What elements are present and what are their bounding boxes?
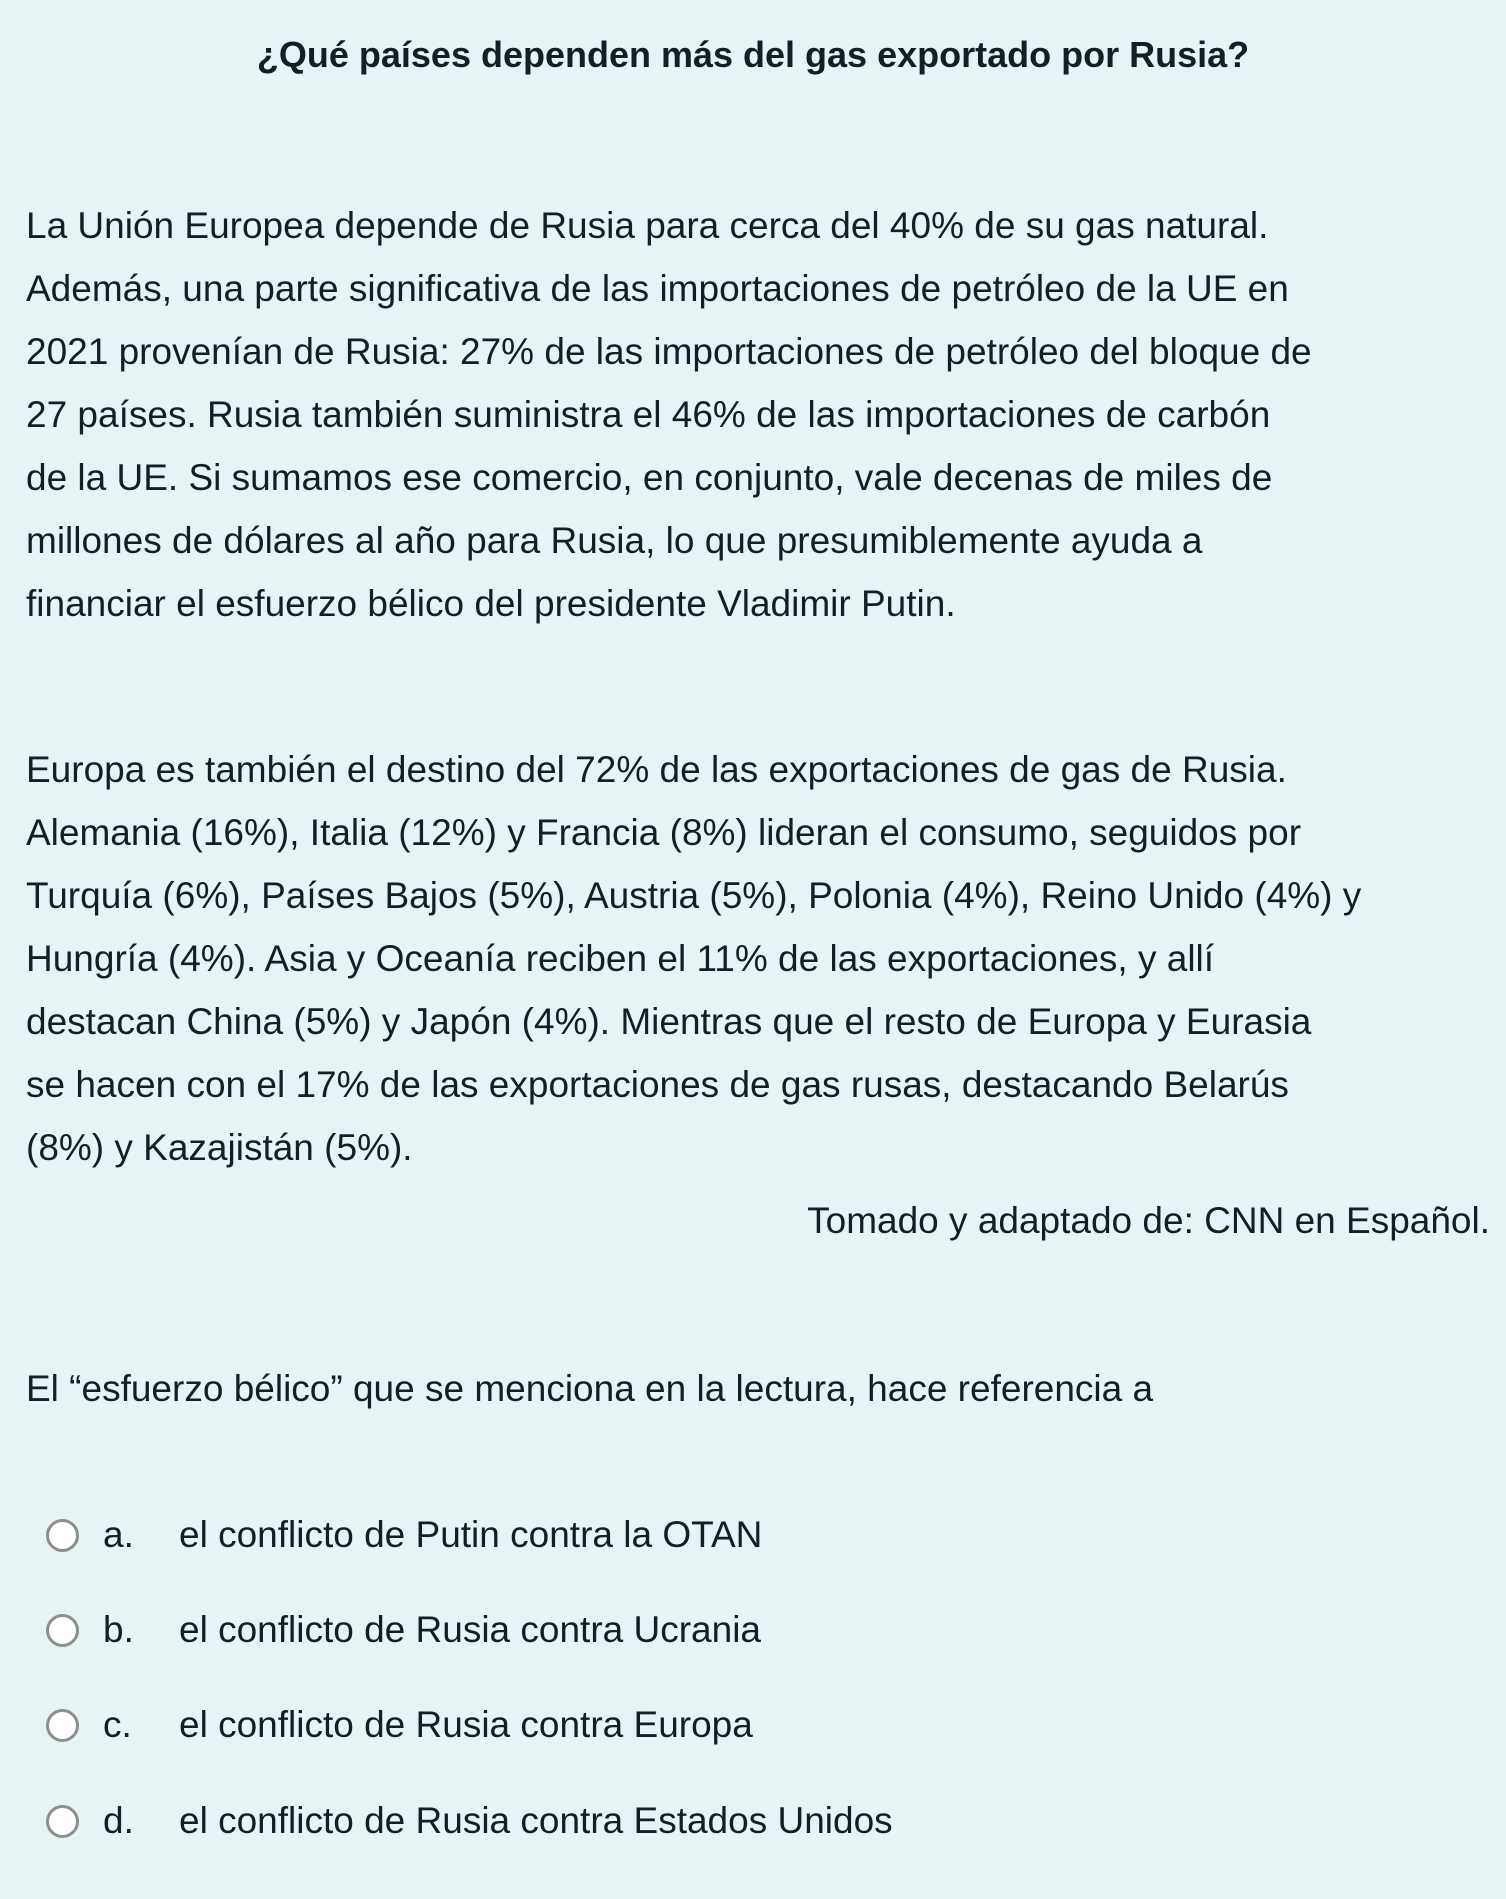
option-letter: a. xyxy=(103,1514,134,1555)
option-letter: d. xyxy=(103,1800,134,1841)
source-citation: Tomado y adaptado de: CNN en Español. xyxy=(807,1200,1490,1241)
text-line: financiar el esfuerzo bélico del presidente Vladimir Putin. xyxy=(26,583,956,624)
text-line: Alemania (16%), Italia (12%) y Francia (8%) lideran el consumo, seguidos por xyxy=(26,812,1302,853)
option-a[interactable] xyxy=(46,1510,762,1560)
text-line: La Unión Europea depende de Rusia para cerca del 40% de su gas natural. xyxy=(26,205,1269,246)
text-line: Europa es también el destino del 72% de las exportaciones de gas de Rusia. xyxy=(26,749,1287,790)
paragraph-1 xyxy=(26,194,1496,635)
option-c[interactable] xyxy=(46,1700,753,1750)
question-text: El “esfuerzo bélico” que se menciona en la lectura, hace referencia a xyxy=(26,1368,1154,1409)
text-line: Hungría (4%). Asia y Oceanía reciben el 11% de las exportaciones, y allí xyxy=(26,938,1215,979)
radio-button[interactable] xyxy=(46,1519,79,1552)
reading-title: ¿Qué países dependen más del gas exportado por Rusia? xyxy=(256,34,1250,75)
text-line: Además, una parte significativa de las importaciones de petróleo de la UE en xyxy=(26,268,1289,309)
option-text: el conflicto de Putin contra la OTAN xyxy=(179,1514,763,1555)
text-line: (8%) y Kazajistán (5%). xyxy=(26,1127,413,1168)
text-line: millones de dólares al año para Rusia, lo que presumiblemente ayuda a xyxy=(26,520,1203,561)
option-text: el conflicto de Rusia contra Europa xyxy=(179,1704,753,1745)
option-text: el conflicto de Rusia contra Ucrania xyxy=(179,1609,762,1650)
option-b[interactable] xyxy=(46,1605,761,1655)
radio-button[interactable] xyxy=(46,1709,79,1742)
paragraph-2 xyxy=(26,738,1496,1179)
text-line: destacan China (5%) y Japón (4%). Mientras que el resto de Europa y Eurasia xyxy=(26,1001,1312,1042)
text-line: de la UE. Si sumamos ese comercio, en conjunto, vale decenas de miles de xyxy=(26,457,1273,498)
option-d[interactable] xyxy=(46,1796,893,1846)
text-line: Turquía (6%), Países Bajos (5%), Austria (5%), Polonia (4%), Reino Unido (4%) y xyxy=(26,875,1362,916)
radio-button[interactable] xyxy=(46,1805,79,1838)
text-line: se hacen con el 17% de las exportaciones de gas rusas, destacando Belarús xyxy=(26,1064,1289,1105)
radio-button[interactable] xyxy=(46,1614,79,1647)
option-letter: c. xyxy=(103,1704,132,1745)
text-line: 27 países. Rusia también suministra el 46% de las importaciones de carbón xyxy=(26,394,1271,435)
option-text: el conflicto de Rusia contra Estados Unidos xyxy=(179,1800,893,1841)
option-letter: b. xyxy=(103,1609,134,1650)
text-line: 2021 provenían de Rusia: 27% de las importaciones de petróleo del bloque de xyxy=(26,331,1312,372)
